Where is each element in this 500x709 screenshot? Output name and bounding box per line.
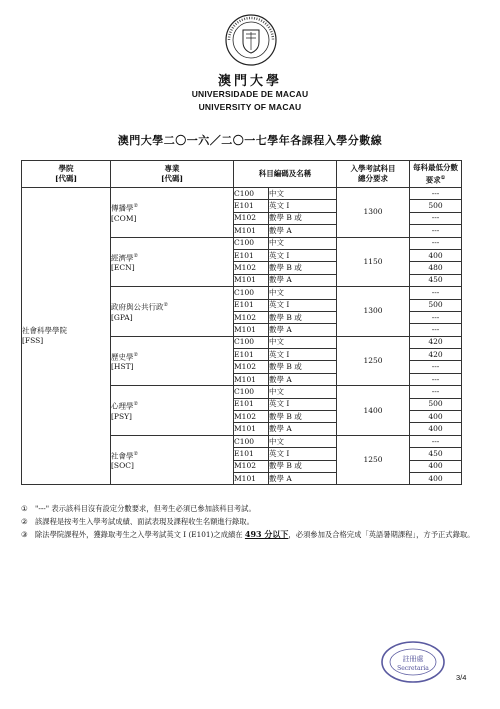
programme-name xyxy=(111,399,233,412)
subject-code: M102 xyxy=(234,361,269,373)
faculty-code: [FSS] xyxy=(22,336,44,346)
subject-name: 英文 I xyxy=(269,200,337,212)
subject-code: E101 xyxy=(234,200,269,212)
subject-name: 英文 I xyxy=(269,398,337,410)
subject-name: 中文 xyxy=(269,435,337,447)
min-score-requirement: --- xyxy=(410,435,462,447)
subject-name: 數學 A xyxy=(269,274,337,286)
subject-code: M101 xyxy=(234,225,269,237)
footnote-text: 該課程是按考生入學考試成績、面試表現及課程收生名額進行錄取。 xyxy=(35,517,254,526)
subject-code: C100 xyxy=(234,188,269,200)
min-score-requirement: --- xyxy=(410,386,462,398)
total-header-line1: 入學考試科目 xyxy=(350,164,396,173)
subject-code: E101 xyxy=(234,448,269,460)
footnote-text xyxy=(35,528,481,541)
min-header-line2 xyxy=(410,173,461,186)
footnote-highlight: 493 分以下 xyxy=(244,529,289,539)
programme-code: [HST] xyxy=(111,362,134,372)
total-score-requirement: 1300 xyxy=(337,287,410,337)
footnote-mark: ③ xyxy=(21,530,28,539)
footnote-text-part: ，必須參加及合格完成「英語暑期課程」，方予正式錄取。 xyxy=(288,530,475,539)
subject-code: M101 xyxy=(234,274,269,286)
table-row xyxy=(22,188,462,200)
document-title: 澳門大學二〇一六／二〇一七學年各課程入學分數線 xyxy=(117,134,383,147)
footnote-text: "---" 表示該科目沒有設定分數要求，但考生必須已參加該科目考試。 xyxy=(35,504,256,513)
programme-name xyxy=(111,449,233,462)
subject-code: M102 xyxy=(234,460,269,472)
faculty-header-label: 學院 xyxy=(58,164,74,173)
min-score-requirement: 450 xyxy=(410,448,462,460)
subject-name: 數學 A xyxy=(269,472,337,484)
subject-name: 英文 I xyxy=(269,299,337,311)
footnote-text-part: 除法學院課程外，獲錄取考生之入學考試英文 I (E101)之成績在 xyxy=(35,530,245,539)
total-score-requirement: 1250 xyxy=(337,336,410,386)
total-score-requirement: 1150 xyxy=(337,237,410,287)
subject-code: M102 xyxy=(234,311,269,323)
programme-cell xyxy=(111,237,234,287)
subject-name: 數學 B 或 xyxy=(269,311,337,323)
min-score-requirement: --- xyxy=(410,361,462,373)
min-score-requirement: 500 xyxy=(410,299,462,311)
subject-code: M101 xyxy=(234,324,269,336)
subject-name: 數學 B 或 xyxy=(269,361,337,373)
footnote-marker: ② xyxy=(133,450,138,457)
min-score-requirement: 400 xyxy=(410,411,462,423)
university-name-english: UNIVERSITY OF MACAU xyxy=(198,102,302,112)
total-score-requirement: 1250 xyxy=(337,435,410,485)
faculty-cell xyxy=(22,188,111,485)
footnote-3 xyxy=(21,528,481,541)
min-score-requirement: 480 xyxy=(410,262,462,274)
footnotes xyxy=(21,502,481,541)
footnote-marker: ② xyxy=(133,203,138,210)
subjects-column-header: 科目編碼及名稱 xyxy=(234,161,337,188)
footnote-marker: ② xyxy=(133,252,138,259)
subject-code: E101 xyxy=(234,249,269,261)
programme-cell xyxy=(111,435,234,485)
min-score-requirement: --- xyxy=(410,225,462,237)
university-name-portuguese: UNIVERSIDADE DE MACAU xyxy=(191,89,309,99)
programme-code: [SOC] xyxy=(111,461,134,471)
subject-name: 中文 xyxy=(269,287,337,299)
faculty-column-header xyxy=(22,161,111,188)
faculty-header-code: [代碼] xyxy=(54,174,78,183)
subject-name: 數學 A xyxy=(269,225,337,237)
subject-code: M101 xyxy=(234,423,269,435)
programme-name xyxy=(111,350,233,363)
subject-code: C100 xyxy=(234,386,269,398)
programme-cell xyxy=(111,386,234,436)
min-score-requirement: 420 xyxy=(410,349,462,361)
programme-label: 經濟學 xyxy=(111,253,134,263)
subject-name: 英文 I xyxy=(269,249,337,261)
footnote-mark: ① xyxy=(21,504,28,513)
subject-code: M102 xyxy=(234,411,269,423)
programme-code: [COM] xyxy=(111,213,137,223)
subject-code: E101 xyxy=(234,398,269,410)
subject-name: 中文 xyxy=(269,386,337,398)
min-header-line1: 每科最低分數 xyxy=(413,162,458,172)
major-header-code: [代碼] xyxy=(160,174,184,183)
total-column-header xyxy=(337,161,410,188)
min-score-requirement: --- xyxy=(410,212,462,224)
university-name-chinese: 澳門大學 xyxy=(217,74,282,89)
min-score-requirement: 400 xyxy=(410,423,462,435)
min-score-requirement: --- xyxy=(410,373,462,385)
subject-code: M102 xyxy=(234,212,269,224)
total-header-line2: 總分要求 xyxy=(358,174,388,183)
programme-code: [GPA] xyxy=(111,312,133,322)
programme-label: 政府與公共行政 xyxy=(111,302,164,312)
footnote-mark: ② xyxy=(21,517,28,526)
subject-code: C100 xyxy=(234,237,269,249)
min-score-requirement: 400 xyxy=(410,472,462,484)
programme-label: 傳播學 xyxy=(111,203,134,213)
min-score-requirement: --- xyxy=(410,324,462,336)
footnote-marker: ① xyxy=(440,174,446,181)
min-score-requirement: 500 xyxy=(410,200,462,212)
subject-code: E101 xyxy=(234,299,269,311)
subject-name: 數學 B 或 xyxy=(269,411,337,423)
table-header-row xyxy=(22,161,462,188)
programme-cell xyxy=(111,287,234,337)
programme-name xyxy=(111,300,233,313)
footnote-marker: ② xyxy=(163,302,168,309)
page-number: 3/4 xyxy=(456,673,467,682)
min-score-requirement: 400 xyxy=(410,249,462,261)
subject-code: M101 xyxy=(234,373,269,385)
university-seal-icon xyxy=(225,14,277,66)
major-column-header xyxy=(111,161,234,188)
registry-stamp-icon xyxy=(380,640,446,684)
min-score-requirement: --- xyxy=(410,188,462,200)
programme-name xyxy=(111,201,233,214)
programme-cell xyxy=(111,188,234,238)
programme-name xyxy=(111,251,233,264)
min-score-requirement: 420 xyxy=(410,336,462,348)
subject-name: 中文 xyxy=(269,237,337,249)
min-score-requirement: 450 xyxy=(410,274,462,286)
total-score-requirement: 1400 xyxy=(337,386,410,436)
programme-label: 心理學 xyxy=(111,401,134,411)
subject-code: E101 xyxy=(234,349,269,361)
programme-code: [ECN] xyxy=(111,263,135,273)
footnote-1 xyxy=(21,502,481,515)
programme-label: 社會學 xyxy=(111,451,134,461)
footnote-marker: ② xyxy=(133,351,138,358)
subject-name: 數學 B 或 xyxy=(269,460,337,472)
min-score-requirement: --- xyxy=(410,287,462,299)
subject-code: C100 xyxy=(234,336,269,348)
subject-code: M102 xyxy=(234,262,269,274)
subject-name: 中文 xyxy=(269,336,337,348)
footnote-2 xyxy=(21,515,481,528)
subject-code: M101 xyxy=(234,472,269,484)
subject-code: C100 xyxy=(234,287,269,299)
min-column-header xyxy=(410,161,462,188)
subject-name: 數學 B 或 xyxy=(269,212,337,224)
subject-name: 數學 A xyxy=(269,423,337,435)
footnote-marker: ② xyxy=(133,401,138,408)
subject-name: 英文 I xyxy=(269,448,337,460)
min-score-requirement: 500 xyxy=(410,398,462,410)
subject-name: 數學 A xyxy=(269,373,337,385)
major-header-label: 專業 xyxy=(164,164,180,173)
total-score-requirement: 1300 xyxy=(337,188,410,238)
subject-code: C100 xyxy=(234,435,269,447)
programme-label: 歷史學 xyxy=(111,352,134,362)
subject-name: 數學 B 或 xyxy=(269,262,337,274)
programme-cell xyxy=(111,336,234,386)
stamp-label-top: 註冊處 xyxy=(402,655,424,663)
stamp-label-bottom: Secretaria xyxy=(397,665,429,672)
min-score-requirement: --- xyxy=(410,237,462,249)
admission-score-table xyxy=(21,160,462,485)
programme-code: [PSY] xyxy=(111,411,132,421)
min-score-requirement: 400 xyxy=(410,460,462,472)
min-header-label: 要求 xyxy=(425,175,441,185)
subject-name: 英文 I xyxy=(269,349,337,361)
min-score-requirement: --- xyxy=(410,311,462,323)
subject-name: 中文 xyxy=(269,188,337,200)
faculty-name: 社會科學學院 xyxy=(22,326,67,336)
subject-name: 數學 A xyxy=(269,324,337,336)
